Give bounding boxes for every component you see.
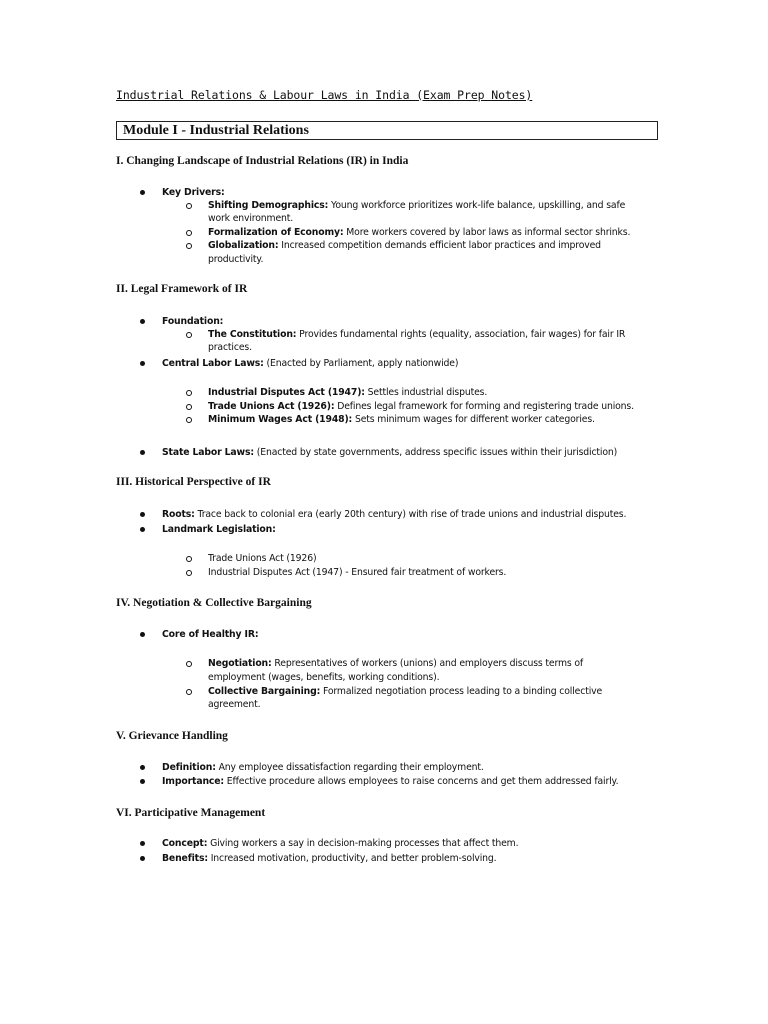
module-heading-box xyxy=(116,121,658,140)
list-item: Concept: Giving workers a say in decision-making processes that affect them. xyxy=(162,838,519,849)
bullet-circle-icon xyxy=(186,230,192,236)
module-title: Module I - Industrial Relations xyxy=(123,123,309,138)
list-item: Benefits: Increased motivation, productivity, and better problem-solving. xyxy=(162,853,497,864)
bullet-circle-icon xyxy=(186,556,192,562)
bullet-disc-icon xyxy=(140,512,145,517)
bullet-disc-icon xyxy=(140,319,145,324)
bullet-disc-icon xyxy=(140,841,145,846)
list-item: Negotiation: Representatives of workers (unions) and employers discuss terms of xyxy=(208,658,584,669)
list-item: The Constitution: Provides fundamental rights (equality, association, fair wages) for fair IR xyxy=(208,329,626,340)
list-item: State Labor Laws: (Enacted by state governments, address specific issues within their jurisdiction) xyxy=(162,447,618,458)
list-item: Key Drivers: xyxy=(162,187,225,198)
list-item: Shifting Demographics: Young workforce prioritizes work-life balance, upskilling, and safe xyxy=(208,200,626,211)
bullet-circle-icon xyxy=(186,332,192,338)
document-title: Industrial Relations & Labour Laws in India (Exam Prep Notes) xyxy=(116,88,533,102)
list-item: Central Labor Laws: (Enacted by Parliament, apply nationwide) xyxy=(162,358,459,369)
bullet-disc-icon xyxy=(140,450,145,455)
list-item: Importance: Effective procedure allows employees to raise concerns and get them addressed fairly. xyxy=(162,776,619,787)
section-heading-6: VI. Participative Management xyxy=(116,807,266,819)
bullet-circle-icon xyxy=(186,661,192,667)
list-item: Landmark Legislation: xyxy=(162,524,276,535)
list-item-continuation: employment (wages, benefits, working conditions). xyxy=(208,672,440,683)
bullet-disc-icon xyxy=(140,632,145,637)
bullet-disc-icon xyxy=(140,190,145,195)
list-item: Foundation: xyxy=(162,316,224,327)
bullet-circle-icon xyxy=(186,689,192,695)
bullet-disc-icon xyxy=(140,361,145,366)
bullet-circle-icon xyxy=(186,417,192,423)
bullet-circle-icon xyxy=(186,243,192,249)
list-item-continuation: productivity. xyxy=(208,254,264,265)
section-heading-4: IV. Negotiation & Collective Bargaining xyxy=(116,597,312,609)
list-item: Industrial Disputes Act (1947): Settles industrial disputes. xyxy=(208,387,488,398)
bullet-circle-icon xyxy=(186,203,192,209)
list-item: Formalization of Economy: More workers covered by labor laws as informal sector shrinks. xyxy=(208,227,631,238)
list-item: Trade Unions Act (1926): Defines legal framework for forming and registering trade unions. xyxy=(208,401,634,412)
section-heading-3: III. Historical Perspective of IR xyxy=(116,476,271,488)
bullet-circle-icon xyxy=(186,404,192,410)
bullet-disc-icon xyxy=(140,856,145,861)
bullet-disc-icon xyxy=(140,765,145,770)
bullet-disc-icon xyxy=(140,779,145,784)
list-item-continuation: agreement. xyxy=(208,699,261,710)
bullet-circle-icon xyxy=(186,390,192,396)
bullet-circle-icon xyxy=(186,570,192,576)
section-heading-5: V. Grievance Handling xyxy=(116,730,228,742)
list-item: Globalization: Increased competition demands efficient labor practices and improved xyxy=(208,240,601,251)
list-item: Definition: Any employee dissatisfaction regarding their employment. xyxy=(162,762,484,773)
list-item-continuation: work environment. xyxy=(208,213,294,224)
list-item: Roots: Trace back to colonial era (early 20th century) with rise of trade unions and industrial disputes. xyxy=(162,509,627,520)
list-item: Core of Healthy IR: xyxy=(162,629,259,640)
section-heading-1: I. Changing Landscape of Industrial Relations (IR) in India xyxy=(116,155,409,167)
list-item: Trade Unions Act (1926) xyxy=(208,553,317,564)
section-heading-2: II. Legal Framework of IR xyxy=(116,283,248,295)
list-item: Minimum Wages Act (1948): Sets minimum wages for different worker categories. xyxy=(208,414,595,425)
list-item: Collective Bargaining: Formalized negotiation process leading to a binding collective xyxy=(208,686,603,697)
list-item-continuation: practices. xyxy=(208,342,252,353)
bullet-disc-icon xyxy=(140,527,145,532)
list-item: Industrial Disputes Act (1947) - Ensured fair treatment of workers. xyxy=(208,567,507,578)
